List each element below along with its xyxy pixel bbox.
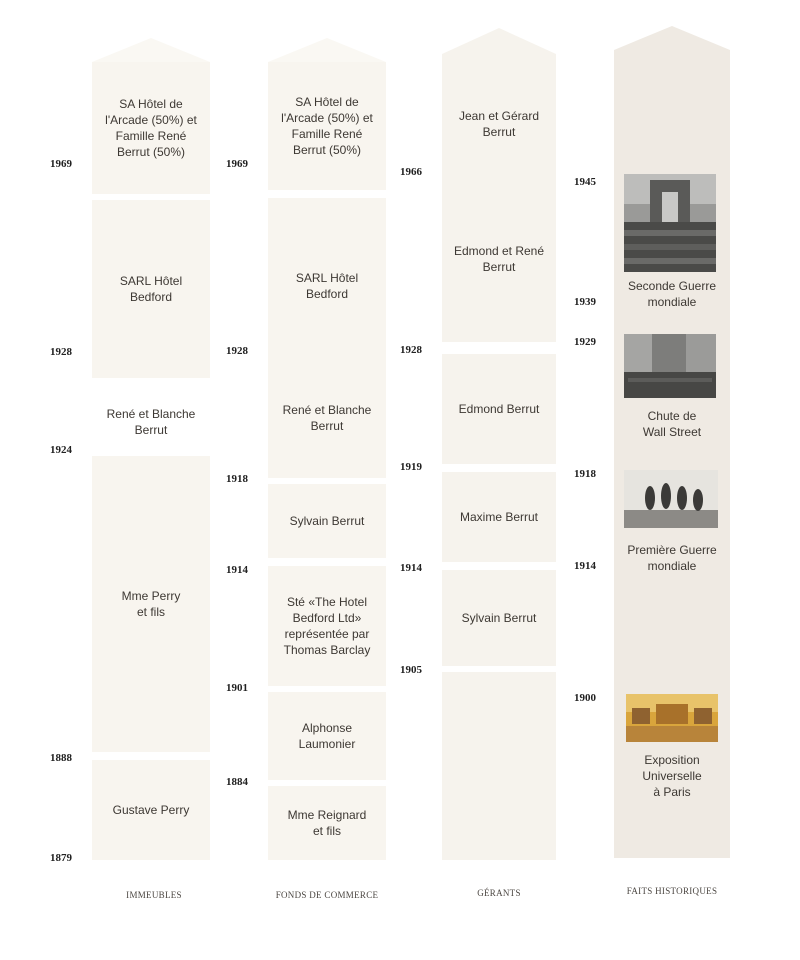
segment-gerants-4: Maxime Berrut bbox=[442, 472, 556, 562]
year-label: 1928 bbox=[226, 345, 248, 357]
segment-immeubles-3: René et Blanche Berrut bbox=[106, 407, 196, 437]
year-label: 1905 bbox=[400, 664, 422, 676]
year-label: 1914 bbox=[574, 560, 596, 572]
year-label: 1918 bbox=[574, 468, 596, 480]
wall-street-image bbox=[624, 334, 716, 398]
wall-street-photo bbox=[624, 334, 716, 398]
column-label-immeubles: IMMEUBLES bbox=[126, 890, 182, 900]
year-label: 1969 bbox=[50, 158, 72, 170]
year-label: 1924 bbox=[50, 444, 72, 456]
column-immeubles bbox=[92, 38, 210, 860]
column-arrow-tip bbox=[442, 28, 556, 54]
exposition-painting bbox=[626, 694, 718, 742]
column-label-fonds: FONDS DE COMMERCE bbox=[275, 890, 379, 900]
column-faits-historiques bbox=[614, 50, 730, 858]
segment-fonds-5: Sté «The Hotel Bedford Ltd» représentée par Thomas Barclay bbox=[268, 566, 386, 686]
year-label: 1918 bbox=[226, 473, 248, 485]
segment-gerants-5: Sylvain Berrut bbox=[442, 570, 556, 666]
column-arrow-tip bbox=[268, 38, 386, 62]
column-arrow-tip bbox=[614, 26, 730, 50]
history-exposition: Exposition Universelle à Paris bbox=[642, 753, 702, 799]
segment-fonds-2: SARL Hôtel Bedford bbox=[268, 198, 386, 374]
year-label: 1966 bbox=[400, 166, 422, 178]
column-label-gerants: GÉRANTS bbox=[477, 888, 521, 898]
year-label: 1939 bbox=[574, 296, 596, 308]
segment-immeubles-4: Mme Perry et fils bbox=[92, 456, 210, 752]
year-label: 1928 bbox=[400, 344, 422, 356]
year-label: 1969 bbox=[226, 158, 248, 170]
segment-fonds-3: René et Blanche Berrut bbox=[268, 358, 386, 478]
year-label: 1888 bbox=[50, 752, 72, 764]
segment-immeubles-1: SA Hôtel de l'Arcade (50%) et Famille René Berrut (50%) bbox=[92, 62, 210, 194]
segment-gerants-6 bbox=[442, 672, 556, 860]
history-wall-street: Chute de Wall Street bbox=[642, 409, 702, 439]
segment-gerants-1: Jean et Gérard Berrut bbox=[442, 54, 556, 194]
year-label: 1928 bbox=[50, 346, 72, 358]
history-premiere-guerre: Première Guerre mondiale bbox=[627, 543, 717, 573]
soldiers-image bbox=[624, 470, 718, 528]
column-label-faits: FAITS HISTORIQUES bbox=[626, 886, 718, 896]
segment-fonds-4: Sylvain Berrut bbox=[268, 484, 386, 558]
arc-de-triomphe-photo bbox=[624, 174, 716, 272]
year-label: 1879 bbox=[50, 852, 72, 864]
segment-gerants-3: Edmond Berrut bbox=[442, 354, 556, 464]
year-label: 1945 bbox=[574, 176, 596, 188]
segment-fonds-1: SA Hôtel de l'Arcade (50%) et Famille René Berrut (50%) bbox=[268, 62, 386, 190]
segment-immeubles-2: SARL Hôtel Bedford bbox=[92, 200, 210, 378]
column-fonds-de-commerce bbox=[268, 38, 386, 860]
column-gerants bbox=[442, 28, 556, 860]
year-label: 1914 bbox=[400, 562, 422, 574]
year-label: 1900 bbox=[574, 692, 596, 704]
column-arrow-tip bbox=[92, 38, 210, 62]
segment-immeubles-5: Gustave Perry bbox=[92, 760, 210, 860]
exposition-image bbox=[626, 694, 718, 742]
year-label: 1884 bbox=[226, 776, 248, 788]
segment-gerants-2: Edmond et René Berrut bbox=[442, 176, 556, 342]
segment-fonds-7: Mme Reignard et fils bbox=[268, 786, 386, 860]
year-label: 1929 bbox=[574, 336, 596, 348]
soldiers-photo bbox=[624, 470, 718, 528]
year-label: 1901 bbox=[226, 682, 248, 694]
history-seconde-guerre: Seconde Guerre mondiale bbox=[627, 279, 717, 309]
year-label: 1919 bbox=[400, 461, 422, 473]
year-label: 1914 bbox=[226, 564, 248, 576]
segment-fonds-6: Alphonse Laumonier bbox=[268, 692, 386, 780]
arc-de-triomphe-image bbox=[624, 174, 716, 272]
